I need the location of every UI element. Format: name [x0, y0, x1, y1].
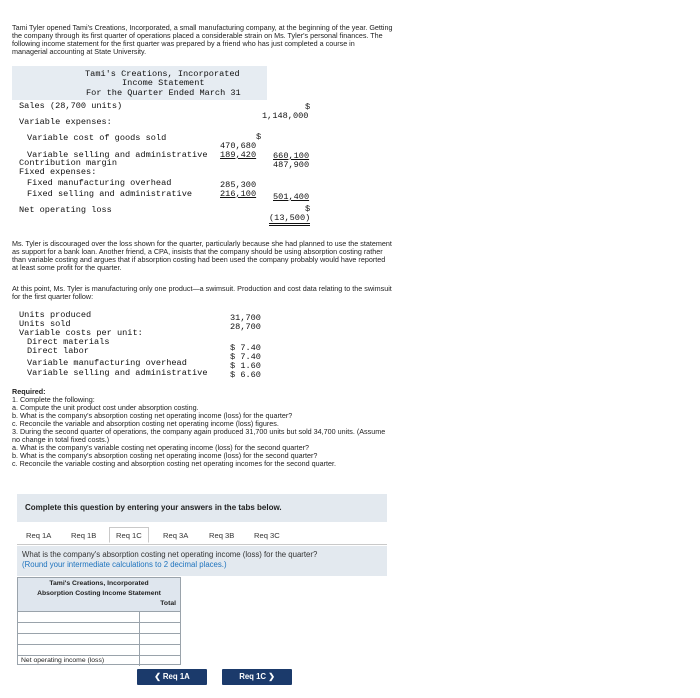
- income-statement: [12, 66, 325, 228]
- vcogs-dollar: $: [256, 132, 262, 142]
- required-line-3: b. What is the company's absorption costing net operating income (loss) for the quarter?: [12, 411, 293, 420]
- tab-req-3a[interactable]: Req 3A: [163, 531, 189, 540]
- requirement-tabs: [17, 527, 387, 545]
- prev-req-label: Req 1A: [162, 672, 190, 681]
- contribution-margin-label: Contribution margin: [19, 158, 117, 168]
- required-line-6: no change in total fixed costs.): [12, 435, 110, 444]
- sales-dollar: $: [305, 102, 311, 112]
- intro-line-1: Tami Tyler opened Tami's Creations, Incorporated, a small manufacturing company, at the beginning of the year. Getting: [12, 23, 393, 32]
- net-operating-loss-label: Net operating loss: [19, 205, 112, 215]
- prev-req-button[interactable]: [137, 669, 207, 685]
- next-req-button[interactable]: [222, 669, 292, 685]
- required-line-2: a. Compute the unit product cost under absorption costing.: [12, 403, 199, 412]
- intro-line-2: the company through its first quarter of operations placed a considerable strain on Ms. Tyler's personal finances. The: [12, 31, 383, 40]
- para3-line-2: for the first quarter follow:: [12, 292, 94, 301]
- variable-mfg-overhead-value: $ 1.60: [230, 361, 261, 371]
- col-divider: [139, 611, 140, 622]
- answer-table-subtitle: Absorption Costing Income Statement: [37, 590, 161, 597]
- fmo-label: Fixed manufacturing overhead: [27, 178, 172, 188]
- question-text: What is the company's absorption costing net operating income (loss) for the quarter?: [22, 550, 318, 559]
- tab-req-1a[interactable]: Req 1A: [26, 531, 52, 540]
- question-panel: [17, 546, 387, 576]
- cost-data-table: [12, 304, 269, 384]
- answer-table-col-total: Total: [160, 600, 176, 607]
- required-line-4: c. Reconcile the variable and absorption costing net operating income (loss) figures.: [12, 419, 279, 428]
- sales-value: 1,148,000: [262, 111, 309, 121]
- vsa-value: 189,420: [220, 150, 257, 160]
- sales-label: Sales (28,700 units): [19, 101, 123, 111]
- required-heading: Required:: [12, 387, 46, 396]
- para2-line-1: Ms. Tyler is discouraged over the loss shown for the quarter, particularly because she had planned to use the statement: [12, 239, 392, 248]
- income-statement-title: Tami's Creations, Incorporated: [85, 69, 240, 79]
- fixed-expenses-total: 501,400: [273, 192, 310, 202]
- net-operating-income-label: Net operating income (loss): [21, 657, 105, 664]
- direct-labor-value: $ 7.40: [230, 352, 261, 362]
- col-divider: [139, 622, 140, 633]
- required-line-5: 3. During the second quarter of operations, the company again produced 31,700 units but sold 34,700 units. (Assume: [12, 427, 386, 436]
- units-produced-label: Units produced: [19, 310, 92, 320]
- vcogs-value: 470,680: [220, 141, 257, 151]
- fixed-expenses-label: Fixed expenses:: [19, 167, 97, 177]
- chevron-left-icon: ❮: [154, 672, 161, 681]
- para2-line-4: at least some profit for the quarter.: [12, 263, 122, 272]
- question-note: (Round your intermediate calculations to 2 decimal places.): [22, 560, 227, 569]
- answer-row-net-operating[interactable]: [18, 655, 180, 666]
- tab-req-3c[interactable]: Req 3C: [254, 531, 280, 540]
- contribution-margin-value: 487,900: [273, 160, 310, 170]
- chevron-right-icon: ❯: [268, 672, 275, 681]
- vcogs-label: Variable cost of goods sold: [27, 133, 167, 143]
- answer-table-title: Tami's Creations, Incorporated: [49, 580, 149, 587]
- units-sold-value: 28,700: [230, 322, 261, 332]
- instruction-banner: Complete this question by entering your answers in the tabs below.: [17, 494, 387, 522]
- units-produced-value: 31,700: [230, 313, 261, 323]
- variable-costs-per-unit-label: Variable costs per unit:: [19, 328, 143, 338]
- para2-line-3: than variable costing and argues that if absorption costing had been used the company probably would have reported: [12, 255, 386, 264]
- next-req-label: Req 1C: [239, 672, 267, 681]
- required-line-7: a. What is the company's variable costing net operating income (loss) for the second quarter?: [12, 443, 310, 452]
- variable-sa-label: Variable selling and administrative: [27, 368, 208, 378]
- required-line-1: 1. Complete the following:: [12, 395, 95, 404]
- answer-statement-table: [17, 577, 181, 665]
- fmo-value: 285,300: [220, 180, 257, 190]
- intro-line-3: following income statement for the first quarter was prepared by a friend who has just completed a course in: [12, 39, 355, 48]
- direct-materials-label: Direct materials: [27, 337, 110, 347]
- fsa-label: Fixed selling and administrative: [27, 189, 193, 199]
- answer-table-header: [18, 578, 180, 612]
- income-statement-period: For the Quarter Ended March 31: [86, 88, 241, 98]
- variable-mfg-overhead-label: Variable manufacturing overhead: [27, 358, 187, 368]
- units-sold-label: Units sold: [19, 319, 71, 329]
- direct-materials-value: $ 7.40: [230, 343, 261, 353]
- para2-line-2: as support for a bank loan. Another friend, a CPA, insists that the company should be using absorption costing rather: [12, 247, 383, 256]
- col-divider: [139, 644, 140, 655]
- variable-sa-value: $ 6.60: [230, 370, 261, 380]
- variable-expenses-total: 660,100: [273, 151, 310, 161]
- income-statement-subtitle: Income Statement: [122, 78, 205, 88]
- required-line-9: c. Reconcile the variable costing and absorption costing net operating incomes for the second quarter.: [12, 459, 337, 468]
- col-divider: [139, 633, 140, 644]
- col-divider: [139, 655, 140, 666]
- vsa-label: Variable selling and administrative: [27, 150, 208, 160]
- tab-req-1b[interactable]: Req 1B: [71, 531, 97, 540]
- intro-line-4: managerial accounting at State University.: [12, 47, 147, 56]
- fsa-value: 216,100: [220, 189, 257, 199]
- net-operating-loss-value: (13,500): [269, 214, 310, 226]
- required-line-8: b. What is the company's absorption costing net operating income (loss) for the second quarter?: [12, 451, 318, 460]
- tab-req-3b[interactable]: Req 3B: [209, 531, 235, 540]
- para3-line-1: At this point, Ms. Tyler is manufacturing only one product—a swimsuit. Production and cost data relating to the swimsuit: [12, 284, 392, 293]
- variable-expenses-label: Variable expenses:: [19, 117, 112, 127]
- tab-req-1c[interactable]: Req 1C: [109, 527, 149, 543]
- noi-dollar: $: [305, 204, 311, 214]
- direct-labor-label: Direct labor: [27, 346, 89, 356]
